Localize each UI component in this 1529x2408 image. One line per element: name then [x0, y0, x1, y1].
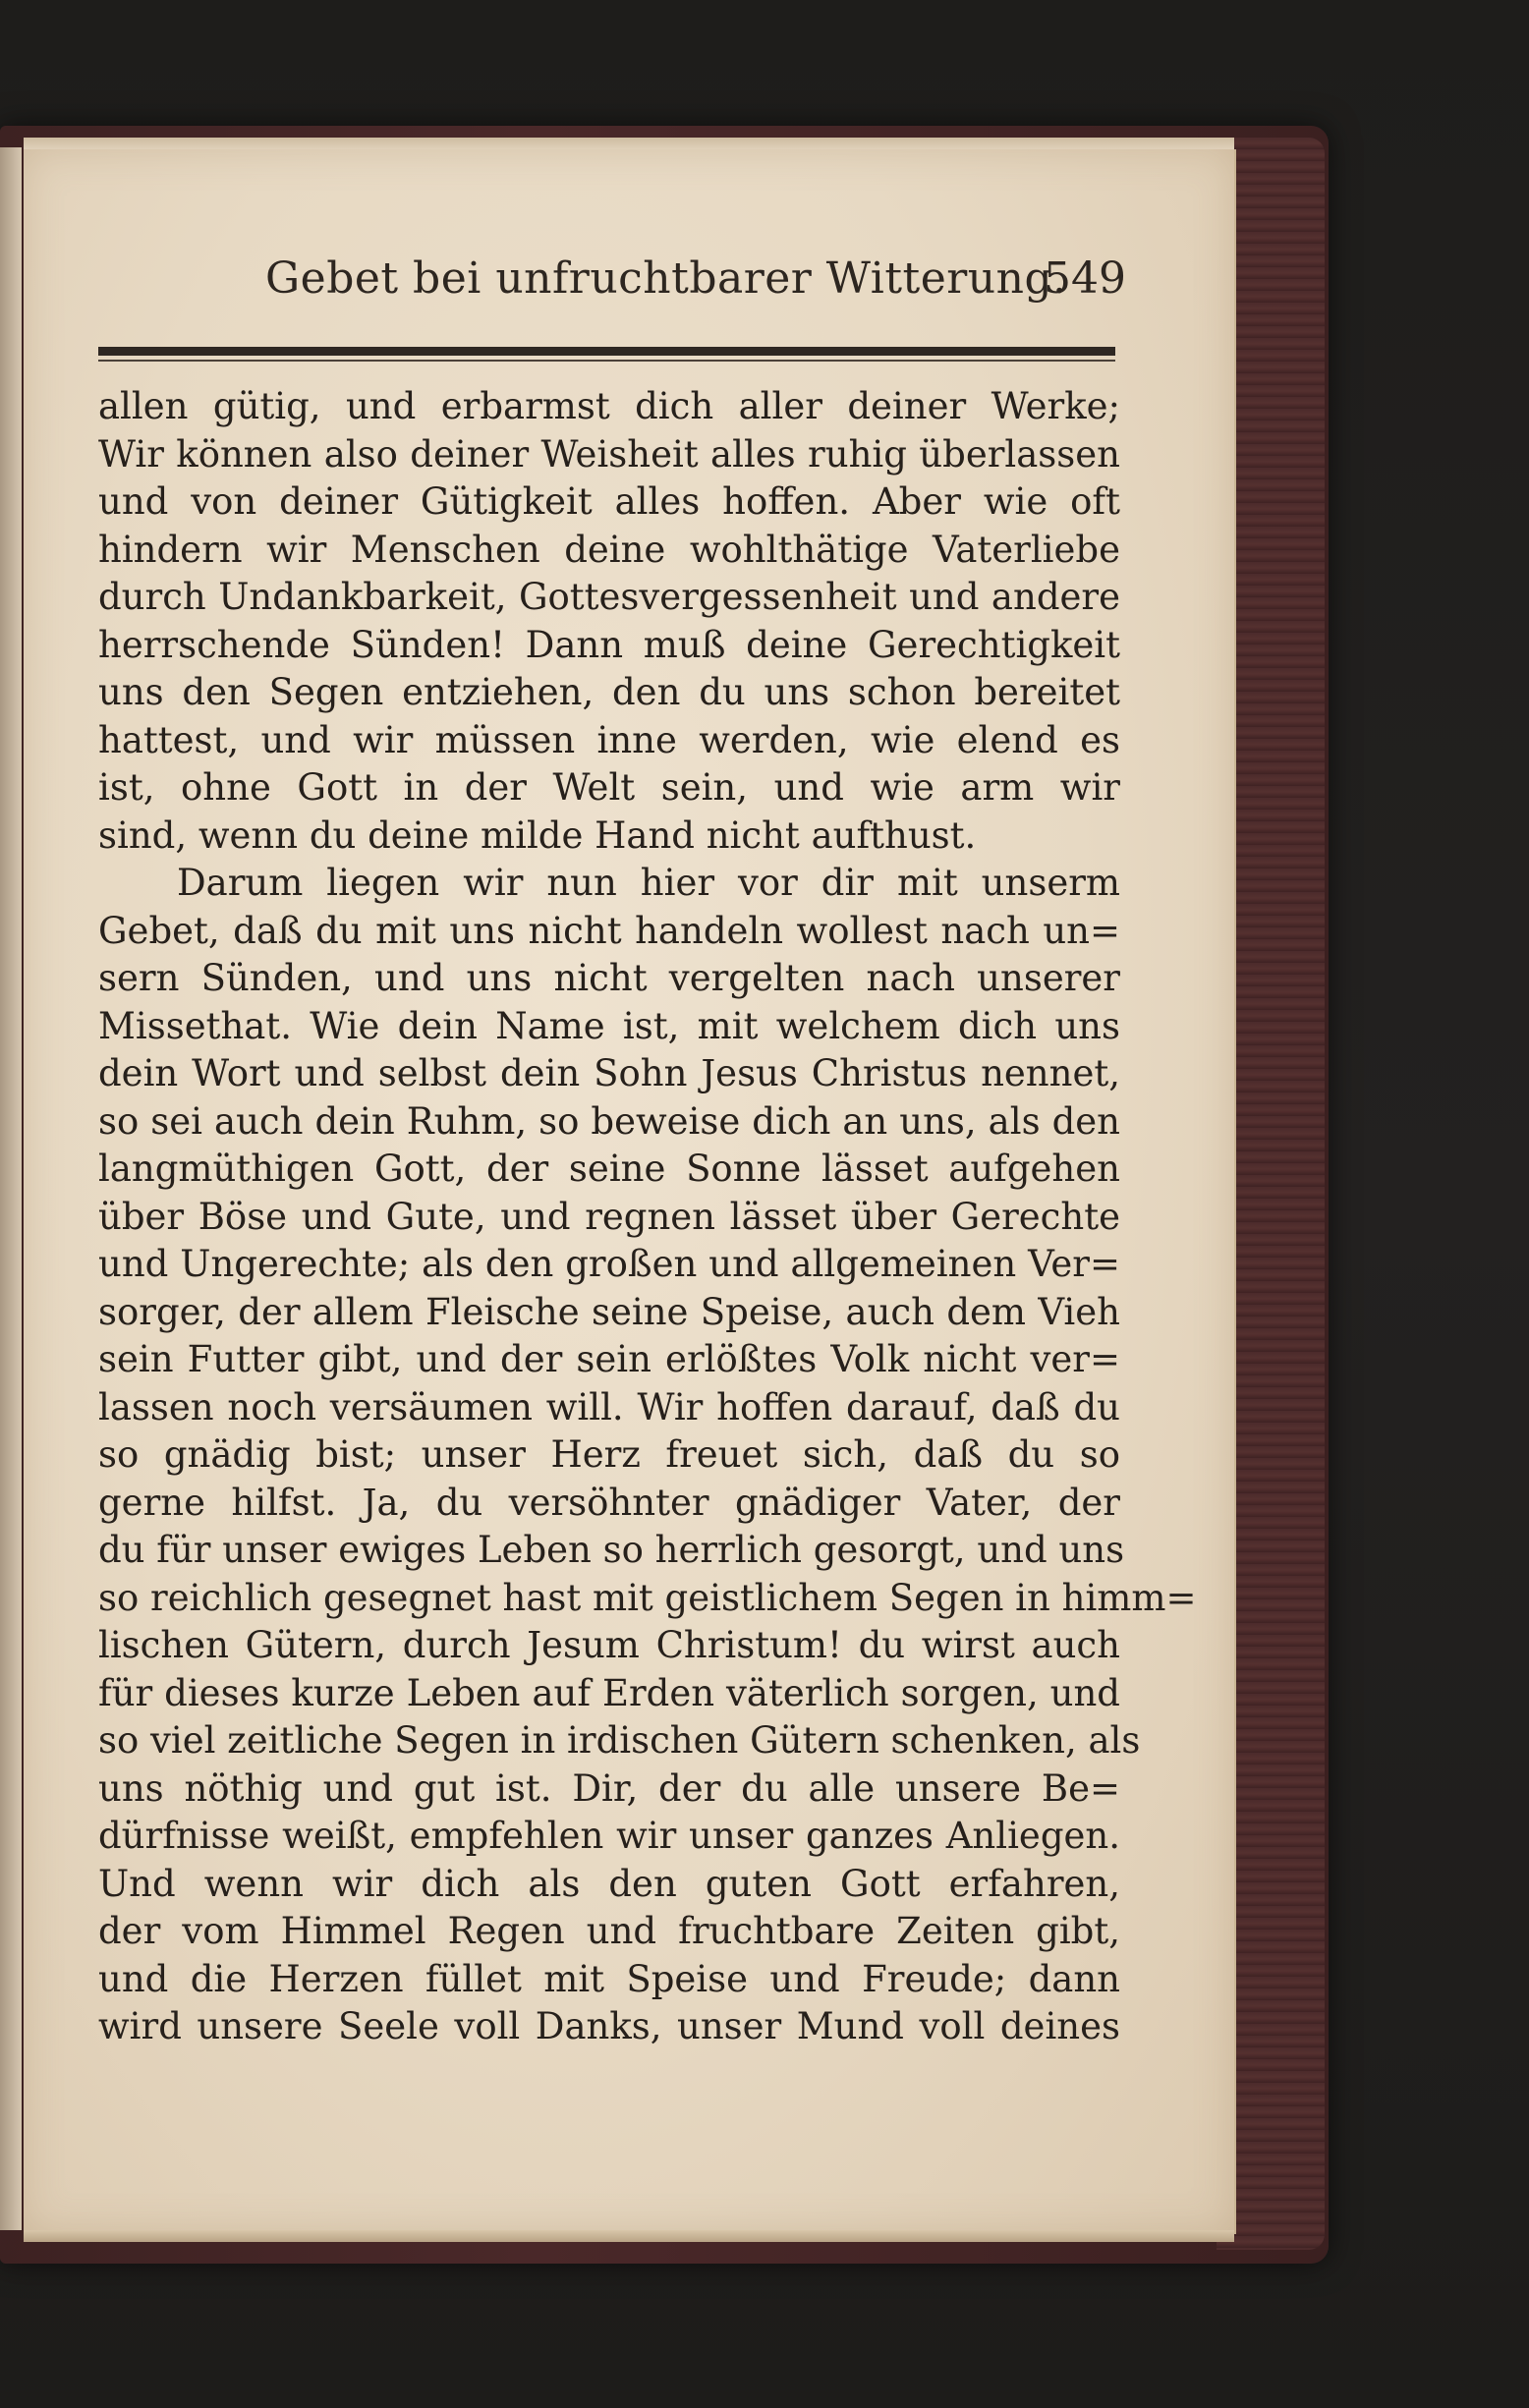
text-line: so reichlich gesegnet hast mit geistlichem Segen in himm=	[98, 1576, 1197, 1619]
text-line: sorger, der allem Fleische seine Speise, auch dem Vieh	[98, 1290, 1120, 1333]
text-line: und von deiner Gütigkeit alles hoffen. Aber wie oft	[98, 480, 1120, 523]
text-line: langmüthigen Gott, der seine Sonne lässet aufgehen	[98, 1148, 1120, 1190]
text-line: hattest, und wir müssen inne werden, wie elend es	[98, 718, 1120, 761]
text-line: Und wenn wir dich als den guten Gott erfahren,	[98, 1862, 1120, 1905]
text-line: herrschende Sünden! Dann muß deine Gerechtigkeit	[98, 623, 1120, 666]
text-line: so gnädig bist; unser Herz freuet sich, daß du so	[98, 1433, 1120, 1476]
previous-page-edge	[0, 147, 22, 2230]
header-rule-thin	[98, 360, 1115, 362]
text-line: ist, ohne Gott in der Welt sein, und wie arm wir	[98, 766, 1120, 809]
text-line: wird unsere Seele voll Danks, unser Mund voll deines	[98, 2005, 1120, 2047]
text-line: Gebet, daß du mit uns nicht handeln wollest nach un=	[98, 909, 1120, 952]
text-line-indented: Darum liegen wir nun hier vor dir mit unserm	[177, 862, 1120, 904]
text-line: sern Sünden, und uns nicht vergelten nach unserer	[98, 957, 1120, 999]
page-number: 549	[1044, 253, 1126, 304]
text-line: allen gütig, und erbarmst dich aller deiner Werke;	[98, 385, 1120, 427]
text-line: dein Wort und selbst dein Sohn Jesus Christus nennet,	[98, 1052, 1120, 1094]
text-line: der vom Himmel Regen und fruchtbare Zeiten gibt,	[98, 1910, 1120, 1952]
running-head	[265, 253, 1150, 312]
running-title: Gebet bei unfruchtbarer Witterung.	[265, 253, 1067, 304]
text-line: lassen noch versäumen will. Wir hoffen darauf, daß du	[98, 1385, 1120, 1428]
page-bottom-edge	[24, 2230, 1234, 2242]
text-line: uns den Segen entziehen, den du uns schon bereitet	[98, 671, 1120, 713]
text-line: uns nöthig und gut ist. Dir, der du alle unsere Be=	[98, 1766, 1120, 1810]
text-line: und Ungerechte; als den großen und allgemeinen Ver=	[98, 1243, 1120, 1285]
text-line: über Böse und Gute, und regnen lässet über Gerechte	[98, 1195, 1120, 1238]
text-line: so viel zeitliche Segen in irdischen Gütern schenken, als	[98, 1719, 1141, 1762]
text-line: gerne hilfst. Ja, du versöhnter gnädiger Vater, der	[98, 1481, 1120, 1524]
header-rule-thick	[98, 347, 1115, 356]
text-line: hindern wir Menschen deine wohlthätige Vaterliebe	[98, 528, 1120, 571]
text-line: du für unser ewiges Leben so herrlich gesorgt, und uns	[98, 1529, 1125, 1571]
text-line: durch Undankbarkeit, Gottesvergessenheit und andere	[98, 576, 1120, 618]
text-line: für dieses kurze Leben auf Erden väterlich sorgen, und	[98, 1671, 1120, 1714]
text-line: sind, wenn du deine milde Hand nicht aufthust.	[98, 813, 977, 857]
text-line: Wir können also deiner Weisheit alles ruhig überlassen	[98, 432, 1120, 476]
text-line: lischen Gütern, durch Jesum Christum! du wirst auch	[98, 1624, 1120, 1666]
text-line: und die Herzen füllet mit Speise und Freude; dann	[98, 1957, 1120, 2000]
text-line: so sei auch dein Ruhm, so beweise dich an uns, als den	[98, 1099, 1120, 1143]
body-text	[98, 383, 1197, 2051]
text-line: dürfnisse weißt, empfehlen wir unser ganzes Anliegen.	[98, 1815, 1120, 1857]
text-line: sein Futter gibt, und der sein erlößtes Volk nicht ver=	[98, 1338, 1120, 1380]
text-line: Missethat. Wie dein Name ist, mit welchem dich uns	[98, 1004, 1120, 1047]
